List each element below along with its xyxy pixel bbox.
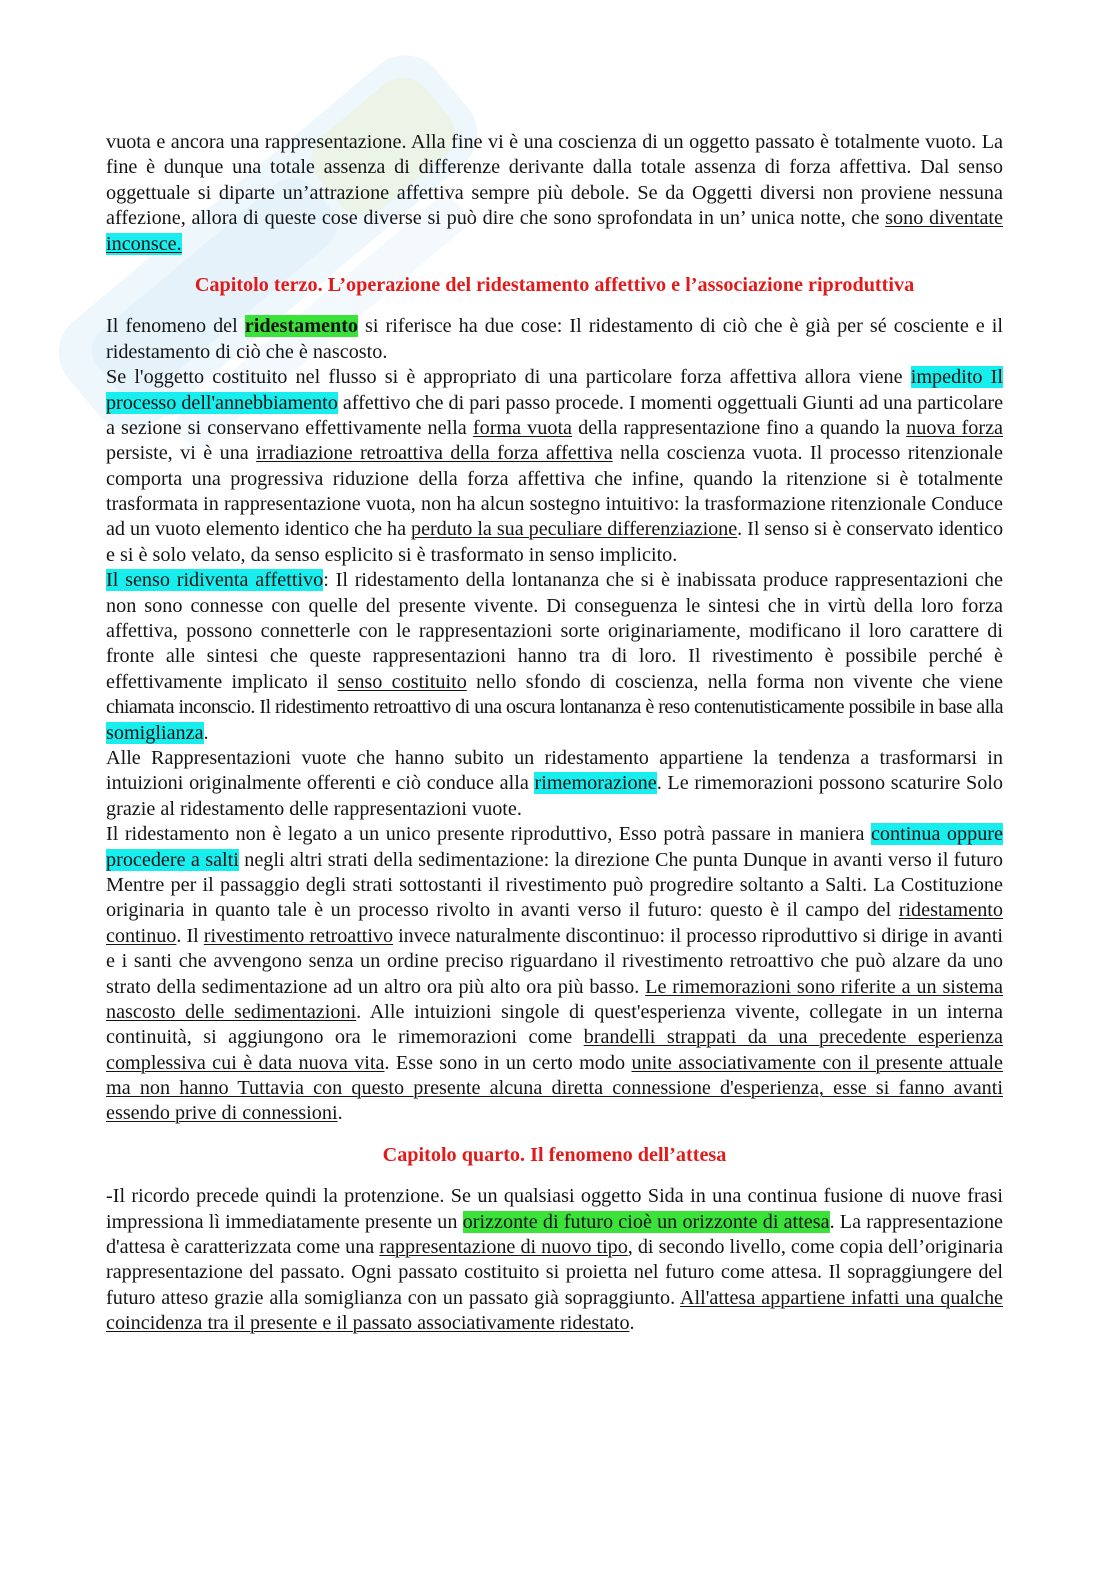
highlighted-text: orizzonte di futuro cioè un orizzonte di attesa bbox=[462, 1210, 830, 1233]
underlined-text: rivestimento retroattivo bbox=[203, 924, 394, 947]
text-run: fronte alle sintesi che queste rappresentazioni hanno tra di loro. Il rivestimento è possibile perché è bbox=[106, 645, 1003, 668]
underlined-text: coincidenza tra il presente e il passato associativamente ridestato bbox=[106, 1312, 630, 1335]
text-run: . La rappresentazione bbox=[829, 1210, 1003, 1233]
text-line bbox=[106, 181, 1003, 206]
text-run: Il fenomeno del bbox=[106, 315, 245, 338]
text-line bbox=[106, 517, 1003, 542]
paragraph bbox=[106, 130, 1003, 257]
paragraph bbox=[106, 365, 1003, 568]
underlined-text: continuo bbox=[106, 924, 177, 947]
text-run: grazie al ridestamento delle rappresentazioni vuote. bbox=[106, 797, 522, 820]
text-line bbox=[106, 1076, 1003, 1101]
text-line bbox=[106, 1311, 1003, 1336]
text-run: rappresentazione del passato. Ogni passato costituito si proietta nel futuro come attesa. Il sopraggiungere del bbox=[106, 1261, 1003, 1284]
text-line bbox=[106, 619, 1003, 644]
highlighted-text: continua oppure bbox=[870, 823, 1003, 846]
underlined-text: essendo prive di connessioni bbox=[106, 1102, 338, 1125]
text-run: nella coscienza vuota. Il processo ritenzionale bbox=[612, 442, 1003, 465]
text-line bbox=[106, 492, 1003, 517]
underlined-text: perduto la sua peculiare differenziazione bbox=[411, 518, 738, 541]
text-run: invece naturalmente discontinuo: il processo riproduttivo si dirige in avanti bbox=[393, 924, 1003, 947]
text-run: e si è solo velato, da senso esplicito si è trasformato in senso implicito. bbox=[106, 543, 678, 566]
text-run: Se l'oggetto costituito nel flusso si è appropriato di una particolare forza affettiva allora viene bbox=[106, 366, 911, 389]
text-run: della rappresentazione fino a quando la bbox=[572, 416, 907, 439]
text-run: ad un vuoto elemento identico che ha bbox=[106, 518, 412, 541]
text-run: affezione, allora di queste cose diverse si può dire che sono sprofondata in un’ unica notte, che bbox=[106, 207, 886, 230]
text-run: affettiva, possono connetterle con le rappresentazioni sorte originariamente, modificano il loro carattere di bbox=[106, 620, 1003, 643]
text-run: impressiona lì immediatamente presente un bbox=[106, 1210, 463, 1233]
underlined-text: All'attesa appartiene infatti una qualche bbox=[679, 1286, 1003, 1309]
text-line bbox=[106, 467, 1003, 492]
text-run: oggettuale si diparte un’attrazione affettiva sempre più debole. Se da Oggetti diversi non proviene nessuna bbox=[106, 181, 1003, 204]
text-run: -Il ricordo precede quindi la protenzione. Se un qualsiasi oggetto Sida in una continua fusione di nuove frasi bbox=[106, 1185, 1003, 1208]
text-run: futuro atteso grazie alla somiglianza con un passato già sopraggiunto. bbox=[106, 1286, 680, 1309]
text-line bbox=[106, 670, 1003, 695]
document-body bbox=[106, 130, 1003, 1337]
highlighted-text: Il senso ridiventa affettivo bbox=[106, 569, 324, 592]
text-line bbox=[106, 206, 1003, 231]
text-line bbox=[106, 746, 1003, 771]
text-run: Il ridestamento non è legato a un unico presente riproduttivo, Esso potrà passare in maniera bbox=[106, 823, 871, 846]
text-run: a sezione si conservano effettivamente nella bbox=[106, 416, 473, 439]
text-line bbox=[106, 771, 1003, 796]
text-line bbox=[106, 155, 1003, 180]
text-line bbox=[106, 594, 1003, 619]
underlined-text: nascosto delle sedimentazioni bbox=[106, 1000, 357, 1023]
underlined-text: irradiazione retroattiva della forza affettiva bbox=[256, 442, 613, 465]
text-line bbox=[106, 873, 1003, 898]
text-run: fine è dunque una totale assenza di differenze derivante dalla totale assenza di forza affettiva. Dal senso bbox=[106, 156, 1003, 179]
text-line bbox=[106, 1184, 1003, 1209]
text-run: comporta una progressiva riduzione della forza affettiva che infine, quando la ritenzione si è totalmente bbox=[106, 467, 1003, 490]
text-line bbox=[106, 1101, 1003, 1126]
underlined-text: rappresentazione di nuovo tipo bbox=[379, 1236, 628, 1259]
text-line bbox=[106, 797, 1003, 822]
chapter-heading: Capitolo terzo. L’operazione del ridestamento affettivo e l’associazione riproduttiva bbox=[194, 273, 915, 296]
highlighted-text: somiglianza bbox=[106, 721, 204, 744]
text-run: . Il senso si è conservato identico bbox=[737, 518, 1003, 541]
text-run: strato della sedimentazione ad un altro ora più alto ora più basso. bbox=[106, 975, 646, 998]
text-line bbox=[106, 898, 1003, 923]
text-line bbox=[106, 1210, 1003, 1235]
highlighted-text: impedito Il bbox=[910, 366, 1003, 389]
text-run: : Il ridestamento della lontananza che si è inabissata produce rappresentazioni che bbox=[323, 569, 1003, 592]
text-run: . bbox=[337, 1102, 343, 1125]
text-line bbox=[106, 1260, 1003, 1285]
text-line bbox=[106, 314, 1003, 339]
text-line bbox=[106, 1000, 1003, 1025]
text-run: . bbox=[629, 1312, 635, 1335]
paragraph bbox=[106, 746, 1003, 822]
text-line bbox=[106, 1235, 1003, 1260]
underlined-text: Le rimemorazioni sono riferite a un sistema bbox=[645, 975, 1003, 998]
text-line bbox=[106, 644, 1003, 669]
text-line bbox=[106, 848, 1003, 873]
text-run: trasformata in rappresentazione vuota, non ha alcun sostegno intuitivo: la trasformazione ritenzionale Conduce bbox=[106, 493, 1003, 516]
text-line bbox=[106, 1051, 1003, 1076]
text-line bbox=[106, 340, 1003, 365]
underlined-text: ridestamento bbox=[898, 899, 1003, 922]
highlighted-text: ridestamento bbox=[244, 315, 359, 338]
underlined-text: sono diventate bbox=[885, 207, 1003, 230]
text-run: . Alle intuizioni singole di quest'esperienza vivente, collegate in un interna bbox=[356, 1000, 1003, 1023]
text-run: . bbox=[203, 721, 209, 744]
text-line bbox=[106, 924, 1003, 949]
text-line bbox=[106, 822, 1003, 847]
text-line bbox=[106, 441, 1003, 466]
text-run: d'attesa è caratterizzata come una bbox=[106, 1236, 380, 1259]
text-line bbox=[106, 1025, 1003, 1050]
text-run: . Il bbox=[176, 924, 204, 947]
paragraph bbox=[106, 1184, 1003, 1336]
paragraph bbox=[106, 314, 1003, 365]
text-line bbox=[106, 568, 1003, 593]
underlined-text: forma vuota bbox=[472, 416, 573, 439]
text-line bbox=[106, 543, 1003, 568]
underlined-text: senso costituito bbox=[337, 670, 467, 693]
text-run: non sono connesse con quelle del presente vivente. Di conseguenza le sintesi che in virtù della loro forza bbox=[106, 594, 1003, 617]
text-run: , di secondo livello, come copia dell’originaria bbox=[627, 1236, 1003, 1259]
text-line bbox=[106, 975, 1003, 1000]
text-run: continuità, si aggiungono ora le rimemorazioni come bbox=[106, 1026, 584, 1049]
text-run: Alle Rappresentazioni vuote che hanno subito un ridestamento appartiene la tendenza a trasformarsi in bbox=[106, 746, 1003, 769]
text-line bbox=[106, 391, 1003, 416]
text-line bbox=[106, 365, 1003, 390]
text-line bbox=[106, 695, 1003, 720]
text-run: nello sfondo di coscienza, nella forma non vivente che viene bbox=[466, 670, 1003, 693]
text-run: vuota e ancora una rappresentazione. Alla fine vi è una coscienza di un oggetto passato è totalmente vuoto. La bbox=[106, 131, 1003, 153]
highlighted-text: procedere a salti bbox=[106, 848, 239, 871]
underlined-text: unite associativamente con il presente attuale bbox=[631, 1051, 1003, 1074]
text-line bbox=[106, 232, 1003, 257]
underlined-text: brandelli strappati da una precedente esperienza bbox=[583, 1026, 1003, 1049]
underlined-text: complessiva cui è data nuova vita bbox=[106, 1051, 385, 1074]
text-line bbox=[106, 130, 1003, 155]
text-run: effettivamente implicato il bbox=[106, 670, 338, 693]
text-run: si riferisce ha due cose: Il ridestamento di ciò che è già per sé cosciente e il bbox=[358, 315, 1003, 338]
text-line bbox=[106, 1286, 1003, 1311]
text-run: . Le rimemorazioni possono scaturire Solo bbox=[656, 772, 1004, 795]
text-run: . Esse sono in un certo modo bbox=[384, 1051, 632, 1074]
highlighted-text: processo dell'annebbiamento bbox=[106, 391, 338, 414]
text-run: Mentre per il passaggio degli strati sottostanti il rivestimento può progredire soltanto a Salti. La Costituzione bbox=[106, 873, 1003, 896]
text-run: intuizioni originalmente offerenti e ciò conduce alla bbox=[106, 772, 535, 795]
text-run: negli altri strati della sedimentazione: la direzione Che punta Dunque in avanti verso il futuro bbox=[238, 848, 1004, 871]
chapter-heading: Capitolo quarto. Il fenomeno dell’attesa bbox=[382, 1143, 727, 1166]
text-line bbox=[106, 721, 1003, 746]
text-line bbox=[106, 949, 1003, 974]
paragraph bbox=[106, 822, 1003, 1127]
text-line bbox=[106, 416, 1003, 441]
paragraph bbox=[106, 568, 1003, 746]
text-run: chiamata inconscio. Il ridestimento retroattivo di una oscura lontananza è reso contenutisticamente possibile in base alla bbox=[106, 696, 1003, 719]
underlined-text: ma non hanno Tuttavia con questo presente alcuna diretta connessione d'esperienza, esse si fanno avanti bbox=[106, 1077, 1003, 1100]
text-run: ridestamento di ciò che è nascosto. bbox=[106, 340, 388, 363]
highlighted-text: inconsce. bbox=[106, 232, 182, 255]
text-run: affettivo che di pari passo procede. I momenti oggettuali Giunti ad una particolare bbox=[337, 391, 1003, 414]
highlighted-text: rimemorazione bbox=[534, 772, 657, 795]
text-run: originaria in quanto tale è un processo rivolto in avanti verso il futuro: questo è il campo del bbox=[106, 899, 899, 922]
text-run: e i santi che avvengono senza un ordine preciso riguardano il rivestimento retroattivo che può alzare da uno bbox=[106, 950, 1003, 973]
underlined-text: nuova forza bbox=[906, 416, 1004, 439]
text-run: persiste, vi è una bbox=[106, 442, 257, 465]
